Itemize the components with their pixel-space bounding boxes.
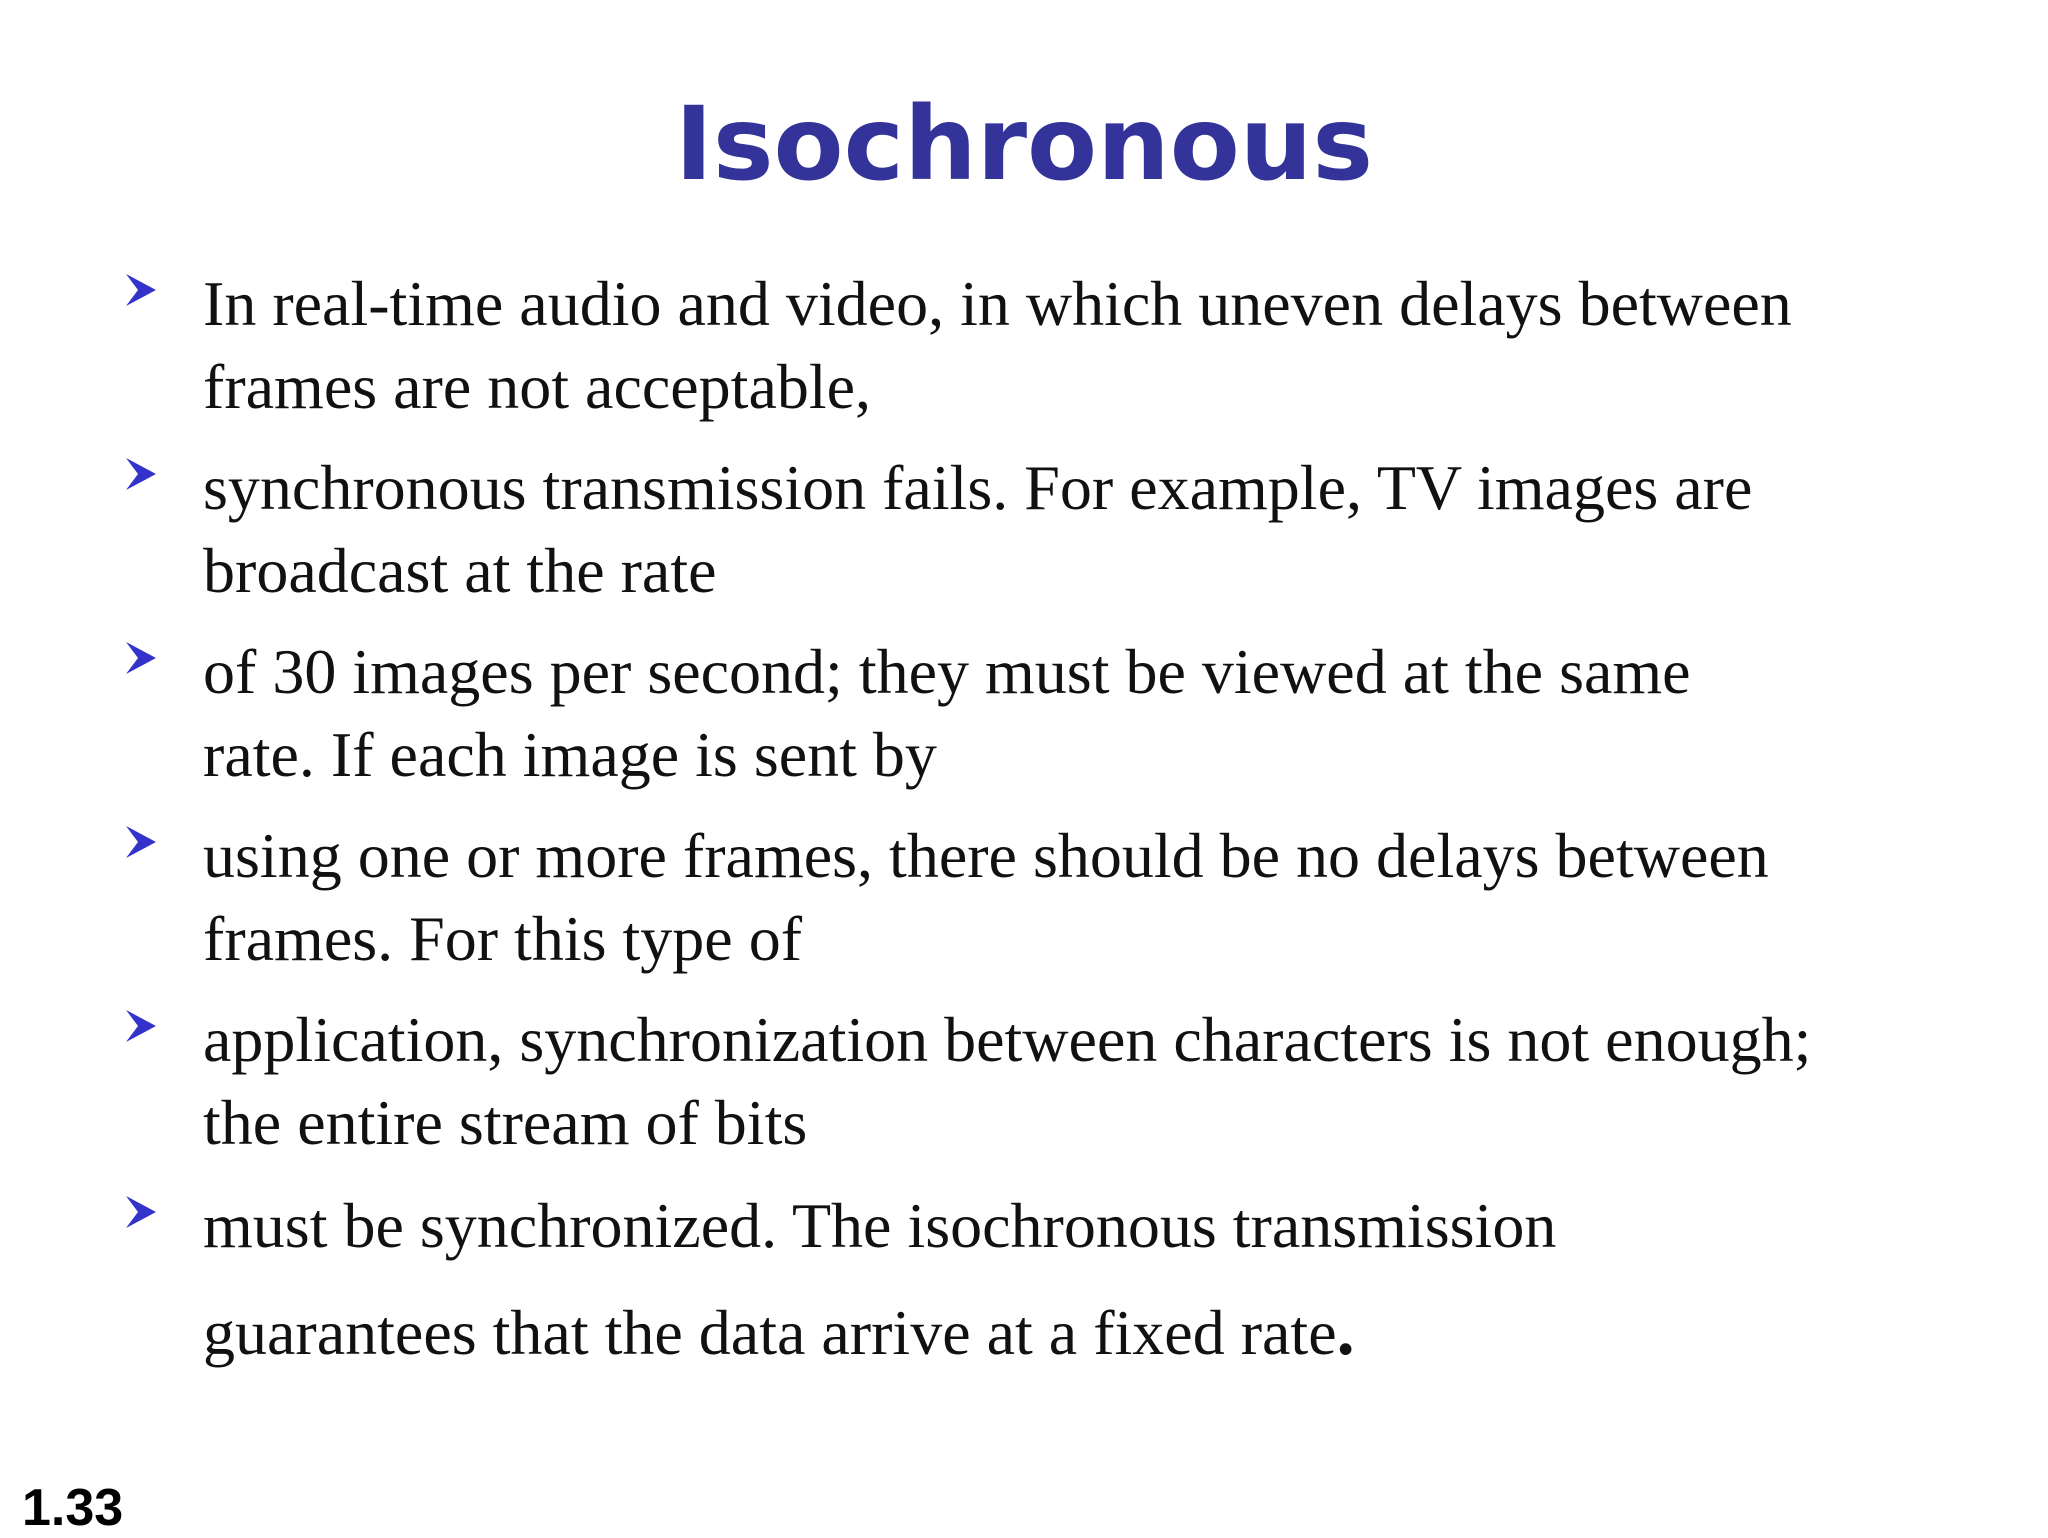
bullet-line: the entire stream of bits (203, 1087, 808, 1158)
page-number: 1.33 (22, 1479, 124, 1537)
arrowhead-bullet-icon (124, 1192, 158, 1232)
bullet-text (203, 814, 1983, 980)
bullet-line: rate. If each image is sent by (203, 719, 937, 790)
arrowhead-bullet-icon (124, 638, 158, 678)
bullet-text (203, 446, 1983, 612)
bullet-line: must be synchronized. The isochronous transmission (203, 1190, 1557, 1261)
bullet-line: of 30 images per second; they must be viewed at the same (203, 636, 1691, 707)
arrowhead-bullet-icon (124, 270, 158, 310)
bullet-line: application, synchronization between characters is not enough; (203, 1004, 1812, 1075)
bullet-line: synchronous transmission fails. For example, TV images are (203, 452, 1753, 523)
sentence-period: . (1336, 1290, 1355, 1370)
bullet-text (203, 630, 1983, 796)
arrowhead-bullet-icon (124, 1006, 158, 1046)
bullet-line: In real-time audio and video, in which uneven delays between (203, 268, 1792, 339)
bullet-line: frames. For this type of (203, 903, 802, 974)
bullet-line-text: guarantees that the data arrive at a fixed rate (203, 1297, 1337, 1368)
bullet-text (203, 262, 1983, 428)
arrowhead-bullet-icon (124, 454, 158, 494)
bullet-line: broadcast at the rate (203, 535, 717, 606)
bullet-line: using one or more frames, there should be no delays between (203, 820, 1769, 891)
bullet-text (203, 998, 1983, 1164)
bullet-line (203, 1289, 1983, 1374)
arrowhead-bullet-icon (124, 822, 158, 862)
bullet-line: frames are not acceptable, (203, 351, 872, 422)
bullet-text (203, 1184, 1983, 1374)
slide-title: Isochronous (674, 85, 1374, 204)
